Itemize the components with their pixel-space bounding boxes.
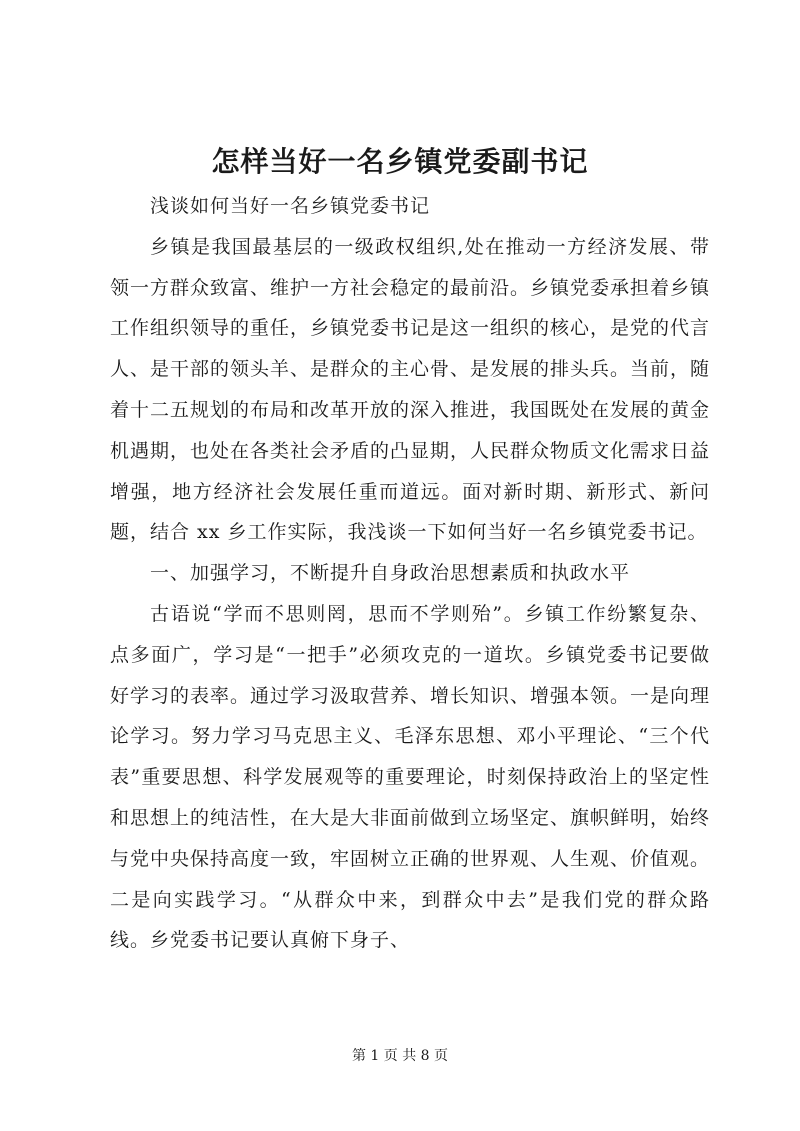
intro-paragraph: 乡镇是我国最基层的一级政权组织,处在推动一方经济发展、带领一方群众致富、维护一方社会稳定的最前沿。乡镇党委承担着乡镇工作组织领导的重任，乡镇党委书记是这一组织的核心，是党的代言人、是干部的领头羊、是群众的主心骨、是发展的排头兵。当前，随着十二五规划的布局和改革开放的深入推进，我国既处在发展的黄金机遇期，也处在各类社会矛盾的凸显期，人民群众物质文化需求日益增强，地方经济社会发展任重而道远。面对新时期、新形式、新问题，结合 xx 乡工作实际，我浅谈一下如何当好一名乡镇党委书记。: [110, 235, 711, 544]
section-paragraph: 古语说“学而不思则罔，思而不学则殆”。乡镇工作纷繁复杂、点多面广，学习是“一把手”必须攻克的一道坎。乡镇党委书记要做好学习的表率。通过学习汲取营养、增长知识、增强本领。一是向理论学习。努力学习马克思主义、毛泽东思想、邓小平理论、“三个代表”重要思想、科学发展观等的重要理论，时刻保持政治上的坚定性和思想上的纯洁性，在大是大非面前做到立场坚定、旗帜鲜明，始终与党中央保持高度一致，牢固树立正确的世界观、人生观、价值观。二是向实践学习。“从群众中来，到群众中去”是我们党的群众路线。乡党委书记要认真俯下身子、: [110, 602, 711, 952]
page-number: 第 1 页 共 8 页: [351, 1048, 449, 1064]
subtitle-paragraph: 浅谈如何当好一名乡镇党委书记: [150, 195, 431, 217]
document-body: [110, 186, 710, 961]
document-title: 怎样当好一名乡镇党委副书记: [211, 145, 589, 178]
section-heading: 一、加强学习，不断提升自身政治思想素质和执政水平: [150, 562, 631, 585]
